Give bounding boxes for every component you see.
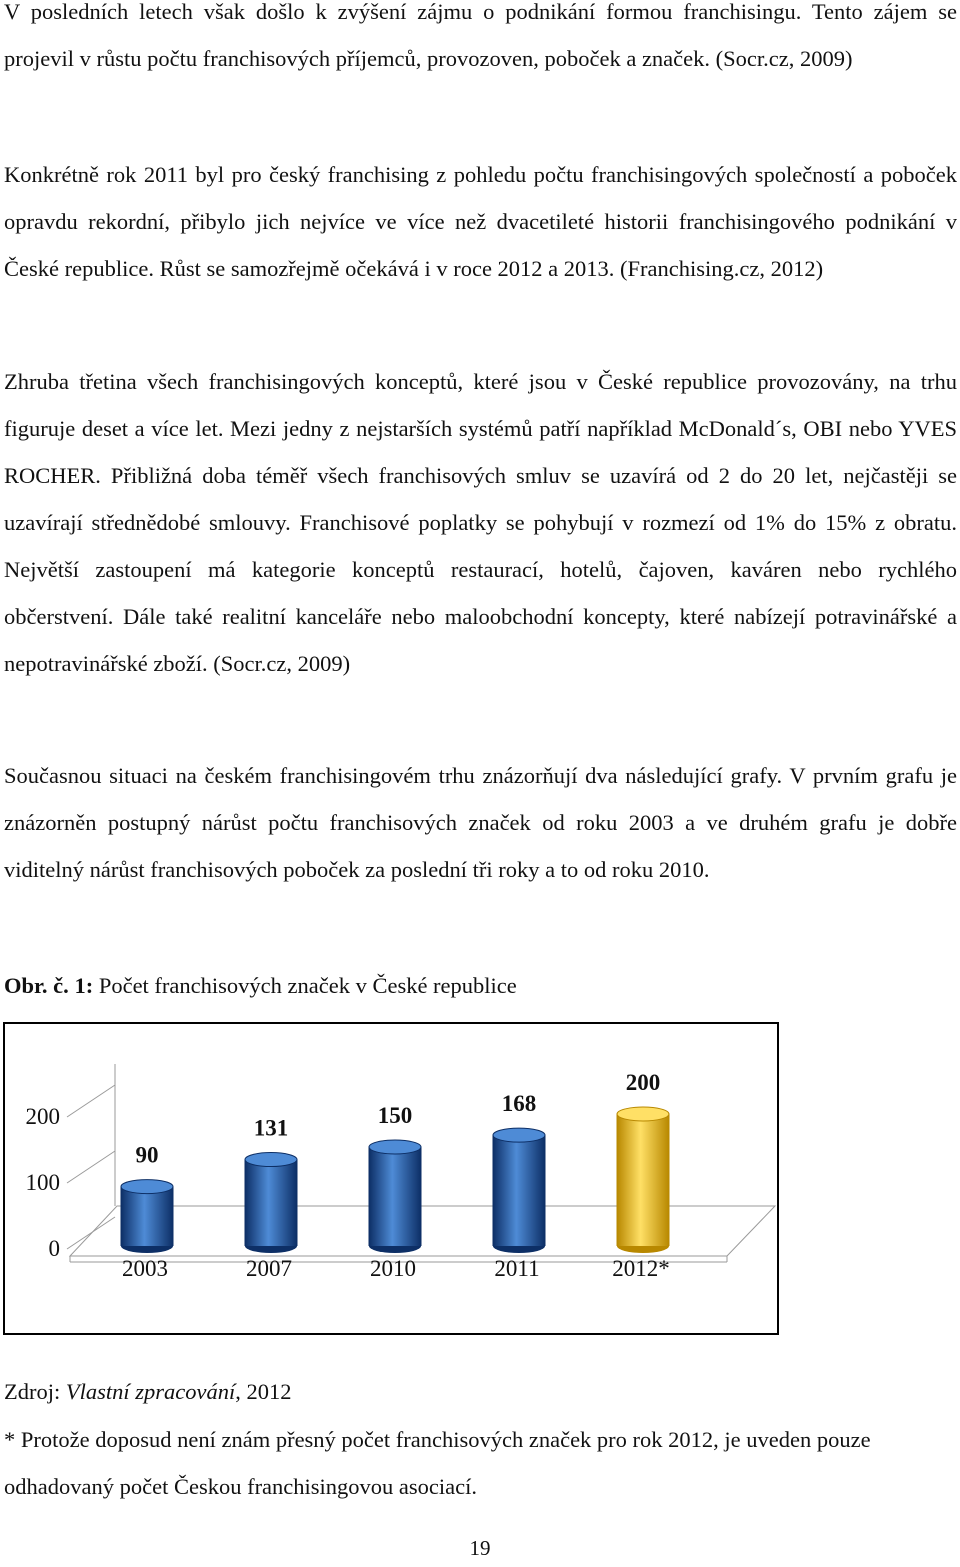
paragraph-4: Současnou situaci na českém franchisingovém trhu znázorňují dva následující grafy. V prvním grafu je znázorněn postupný nárůst počtu franchisových značek od roku 2003 a ve druhém grafu je dobře viditelný nárůst franchisových poboček za poslední tři roky a to od roku 2010. (4, 763, 957, 882)
page-number: 19 (469, 1536, 491, 1560)
y-tick-label: 0 (48, 1236, 60, 1261)
x-tick-label: 2011 (494, 1256, 540, 1281)
bar-top (369, 1140, 421, 1154)
source-year: , 2012 (235, 1379, 292, 1404)
bar (493, 1135, 545, 1246)
bar-top (245, 1153, 297, 1167)
paragraph-1: V posledních letech však došlo k zvýšení zájmu o podnikání formou franchisingu. Tento zájem se projevil v růstu počtu franchisových příjemců, provozoven, poboček a značek. (Socr.cz, 2009) (4, 0, 957, 71)
caption-text: Počet franchisových značek v České republice (98, 973, 517, 998)
y-axis-gridline (67, 1151, 115, 1183)
bar-top (121, 1180, 173, 1194)
caption-number: 1: (74, 973, 94, 998)
bar (121, 1187, 173, 1246)
data-label: 90 (135, 1142, 159, 1168)
source-line (4, 1368, 292, 1415)
x-tick-label: 2010 (370, 1256, 416, 1281)
data-label: 131 (253, 1115, 289, 1141)
bar (617, 1114, 669, 1246)
figure-caption (4, 962, 517, 1009)
footnote: * Protože doposud není znám přesný počet franchisových značek pro rok 2012, je uveden pouze odhadovaný počet Českou franchisingovou asociací. (4, 1427, 871, 1499)
bar (245, 1160, 297, 1246)
y-tick-label: 100 (25, 1170, 60, 1195)
bar-chart (5, 1024, 781, 1337)
data-label: 150 (377, 1103, 413, 1128)
x-tick-label: 2003 (122, 1256, 168, 1281)
bar-top (493, 1128, 545, 1142)
paragraph-3: Zhruba třetina všech franchisingových konceptů, které jsou v České republice provozovány, na trhu figuruje deset a více let. Mezi jedny z nejstarších systémů patří například McDonald´s, OBI nebo YVES ROCHER. Přibližná doba téměř všech franchisových smluv se uzavírá od 2 do 20 let, nejčastěji se uzavírají střednědobé smlouvy. Franchisové poplatky se pohybují v rozmezí od 1% do 15% z obratu. Největší zastoupení má kategorie konceptů restaurací, hotelů, čajoven, kaváren nebo rychlého občerstvení. Dále také realitní kanceláře nebo maloobchodní koncepty, které nabízejí potravinářské a nepotravinářské zboží. (Socr.cz, 2009) (4, 369, 957, 676)
source-text: Vlastní zpracování (65, 1379, 236, 1404)
x-tick-label: 2012* (612, 1256, 670, 1281)
x-tick-label: 2007 (246, 1256, 292, 1281)
data-label: 168 (501, 1091, 537, 1117)
bar (369, 1147, 421, 1246)
bar-top (617, 1107, 669, 1121)
source-label: Zdroj: (4, 1379, 61, 1404)
y-tick-label: 200 (25, 1104, 60, 1129)
paragraph-2: Konkrétně rok 2011 byl pro český franchising z pohledu počtu franchisingových společností a poboček opravdu rekordní, přibylo jich nejvíce ve více než dvacetileté historii franchisingového podnikání v České republice. Růst se samozřejmě očekává i v roce 2012 a 2013. (Franchising.cz, 2012) (4, 162, 957, 281)
y-axis-gridline (67, 1085, 115, 1117)
data-label: 200 (625, 1070, 661, 1095)
chart-frame (3, 1022, 779, 1335)
caption-label: Obr. č. (4, 973, 69, 998)
